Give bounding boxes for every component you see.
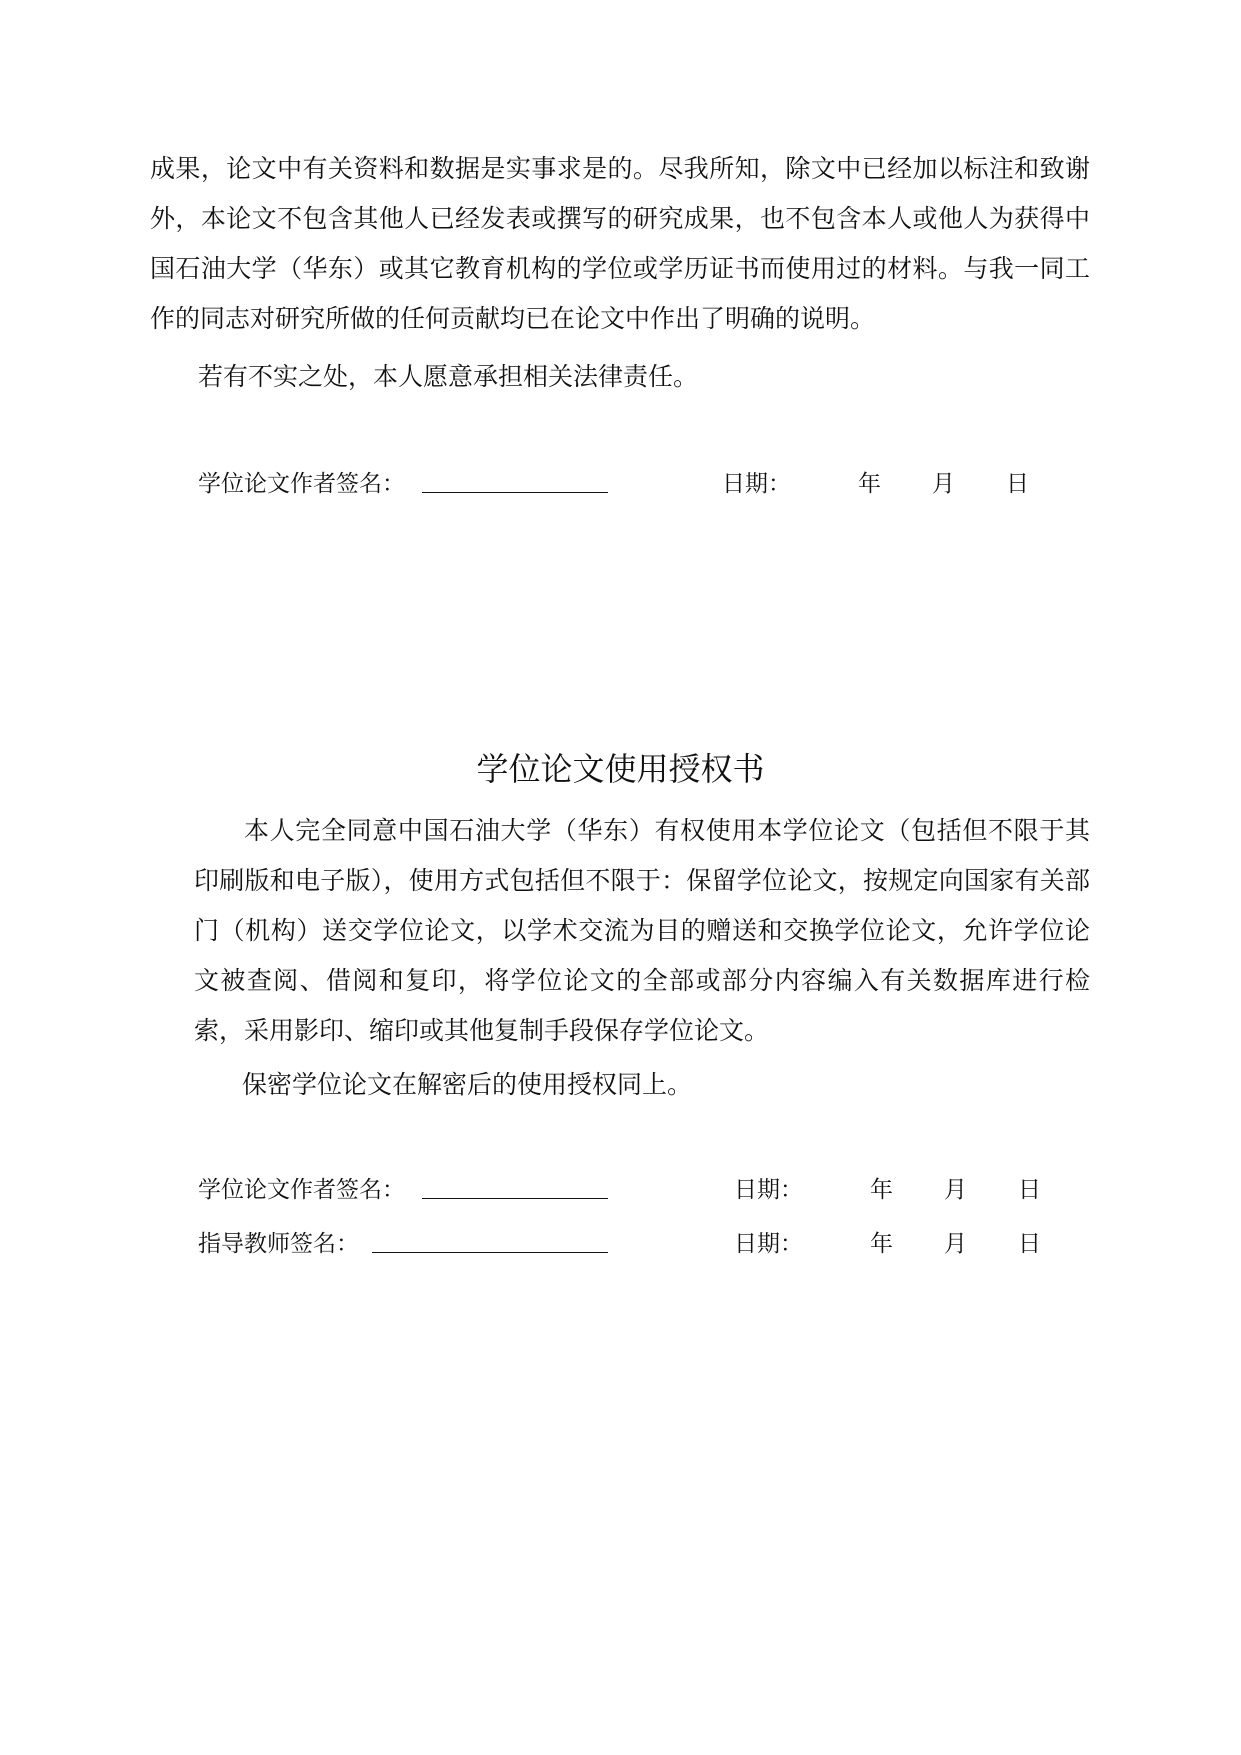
date-month-label: 月 xyxy=(944,1231,967,1257)
date-day-label: 日 xyxy=(1018,1231,1041,1257)
advisor-signature-line[interactable] xyxy=(372,1224,608,1253)
confidential-paragraph: 保密学位论文在解密后的使用授权同上。 xyxy=(242,1070,693,1099)
advisor-signature-label: 指导教师签名： xyxy=(198,1231,359,1257)
author-signature-label: 学位论文作者签名： xyxy=(198,471,405,497)
date-month-label: 月 xyxy=(932,471,955,497)
author-signature-line[interactable] xyxy=(422,1170,608,1199)
date-day-label: 日 xyxy=(1006,471,1029,497)
authorization-title: 学位论文使用授权书 xyxy=(476,750,765,788)
date-label: 日期： xyxy=(734,1177,803,1203)
authorization-paragraph: 本人完全同意中国石油大学（华东）有权使用本学位论文（包括但不限于其印刷版和电子版），使用方式包括但不限于：保留学位论文，按规定向国家有关部门（机构）送交学位论文，以学术交流为目的赠送和交换学位论文，允许学位论文被查阅、借阅和复印，将学位论文的全部或部分内容编入有关数据库进行检索，采用影印、缩印或其他复制手段保存学位论文。 xyxy=(194,816,1090,1045)
authorization-author-signature-row xyxy=(0,1170,1241,1210)
date-year-label: 年 xyxy=(870,1177,893,1203)
liability-paragraph: 若有不实之处，本人愿意承担相关法律责任。 xyxy=(198,362,699,391)
author-signature-line[interactable] xyxy=(422,464,608,493)
date-year-label: 年 xyxy=(870,1231,893,1257)
date-label: 日期： xyxy=(722,471,791,497)
author-signature-label: 学位论文作者签名： xyxy=(198,1177,405,1203)
date-year-label: 年 xyxy=(858,471,881,497)
date-day-label: 日 xyxy=(1018,1177,1041,1203)
date-month-label: 月 xyxy=(944,1177,967,1203)
declaration-signature-row xyxy=(0,464,1241,504)
advisor-signature-row xyxy=(0,1224,1241,1264)
date-label: 日期： xyxy=(734,1231,803,1257)
declaration-paragraph: 成果，论文中有关资料和数据是实事求是的。尽我所知，除文中已经加以标注和致谢外，本论文不包含其他人已经发表或撰写的研究成果，也不包含本人或他人为获得中国石油大学（华东）或其它教育机构的学位或学历证书而使用过的材料。与我一同工作的同志对研究所做的任何贡献均已在论文中作出了明确的说明。 xyxy=(150,154,1090,333)
